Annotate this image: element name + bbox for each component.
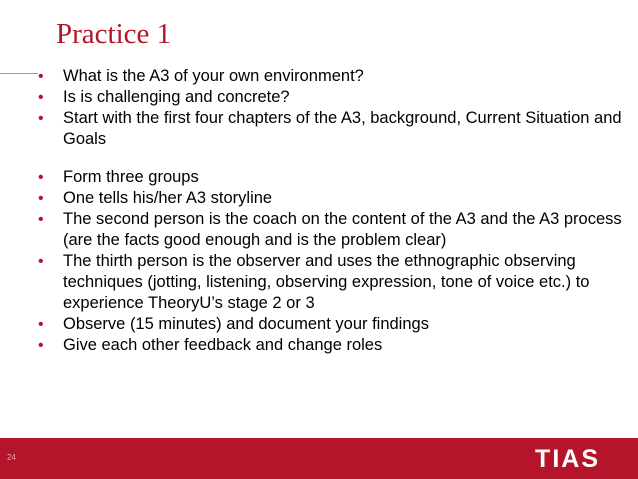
bullet-text: Is is challenging and concrete? bbox=[63, 88, 290, 106]
bullet-item bbox=[38, 87, 623, 108]
bullet-text: Observe (15 minutes) and document your findings bbox=[63, 315, 429, 333]
bullet-text: Start with the first four chapters of the A3, background, Current Situation and Goals bbox=[63, 109, 622, 148]
bullet-list bbox=[38, 66, 623, 356]
bullet-text: What is the A3 of your own environment? bbox=[63, 67, 364, 85]
bullet-dot-icon: • bbox=[38, 337, 44, 354]
bullet-dot-icon: • bbox=[38, 89, 44, 106]
bullet-item bbox=[38, 335, 623, 356]
bullet-item bbox=[38, 167, 623, 188]
bullet-dot-icon: • bbox=[38, 253, 44, 270]
bullet-dot-icon: • bbox=[38, 190, 44, 207]
bullet-text: The second person is the coach on the content of the A3 and the A3 process (are the facts good enough and is the problem clear) bbox=[63, 210, 622, 249]
bullet-text: One tells his/her A3 storyline bbox=[63, 189, 273, 207]
footer-band bbox=[0, 438, 638, 479]
bullet-dot-icon: • bbox=[38, 316, 44, 333]
slide-title: Practice 1 bbox=[56, 18, 172, 50]
bullet-text: Give each other feedback and change roles bbox=[63, 336, 383, 354]
bullet-dot-icon: • bbox=[38, 110, 44, 127]
accent-line bbox=[0, 73, 38, 74]
page-number: 24 bbox=[7, 453, 16, 462]
bullet-item bbox=[38, 209, 623, 251]
bullet-item bbox=[38, 108, 623, 150]
bullet-dot-icon: • bbox=[38, 169, 44, 186]
tias-logo: TIAS bbox=[535, 445, 600, 473]
spacer bbox=[38, 150, 623, 167]
bullet-dot-icon: • bbox=[38, 68, 44, 85]
bullet-text: Form three groups bbox=[63, 168, 199, 186]
bullet-text: The thirth person is the observer and uses the ethnographic observing techniques (jotting, listening, observing expression, tone of voice etc.) to experience TheoryU’s stage 2 or 3 bbox=[63, 252, 590, 312]
bullet-dot-icon: • bbox=[38, 211, 44, 228]
bullet-item bbox=[38, 188, 623, 209]
bullet-item bbox=[38, 314, 623, 335]
bullet-item bbox=[38, 251, 623, 314]
bullet-item bbox=[38, 66, 623, 87]
